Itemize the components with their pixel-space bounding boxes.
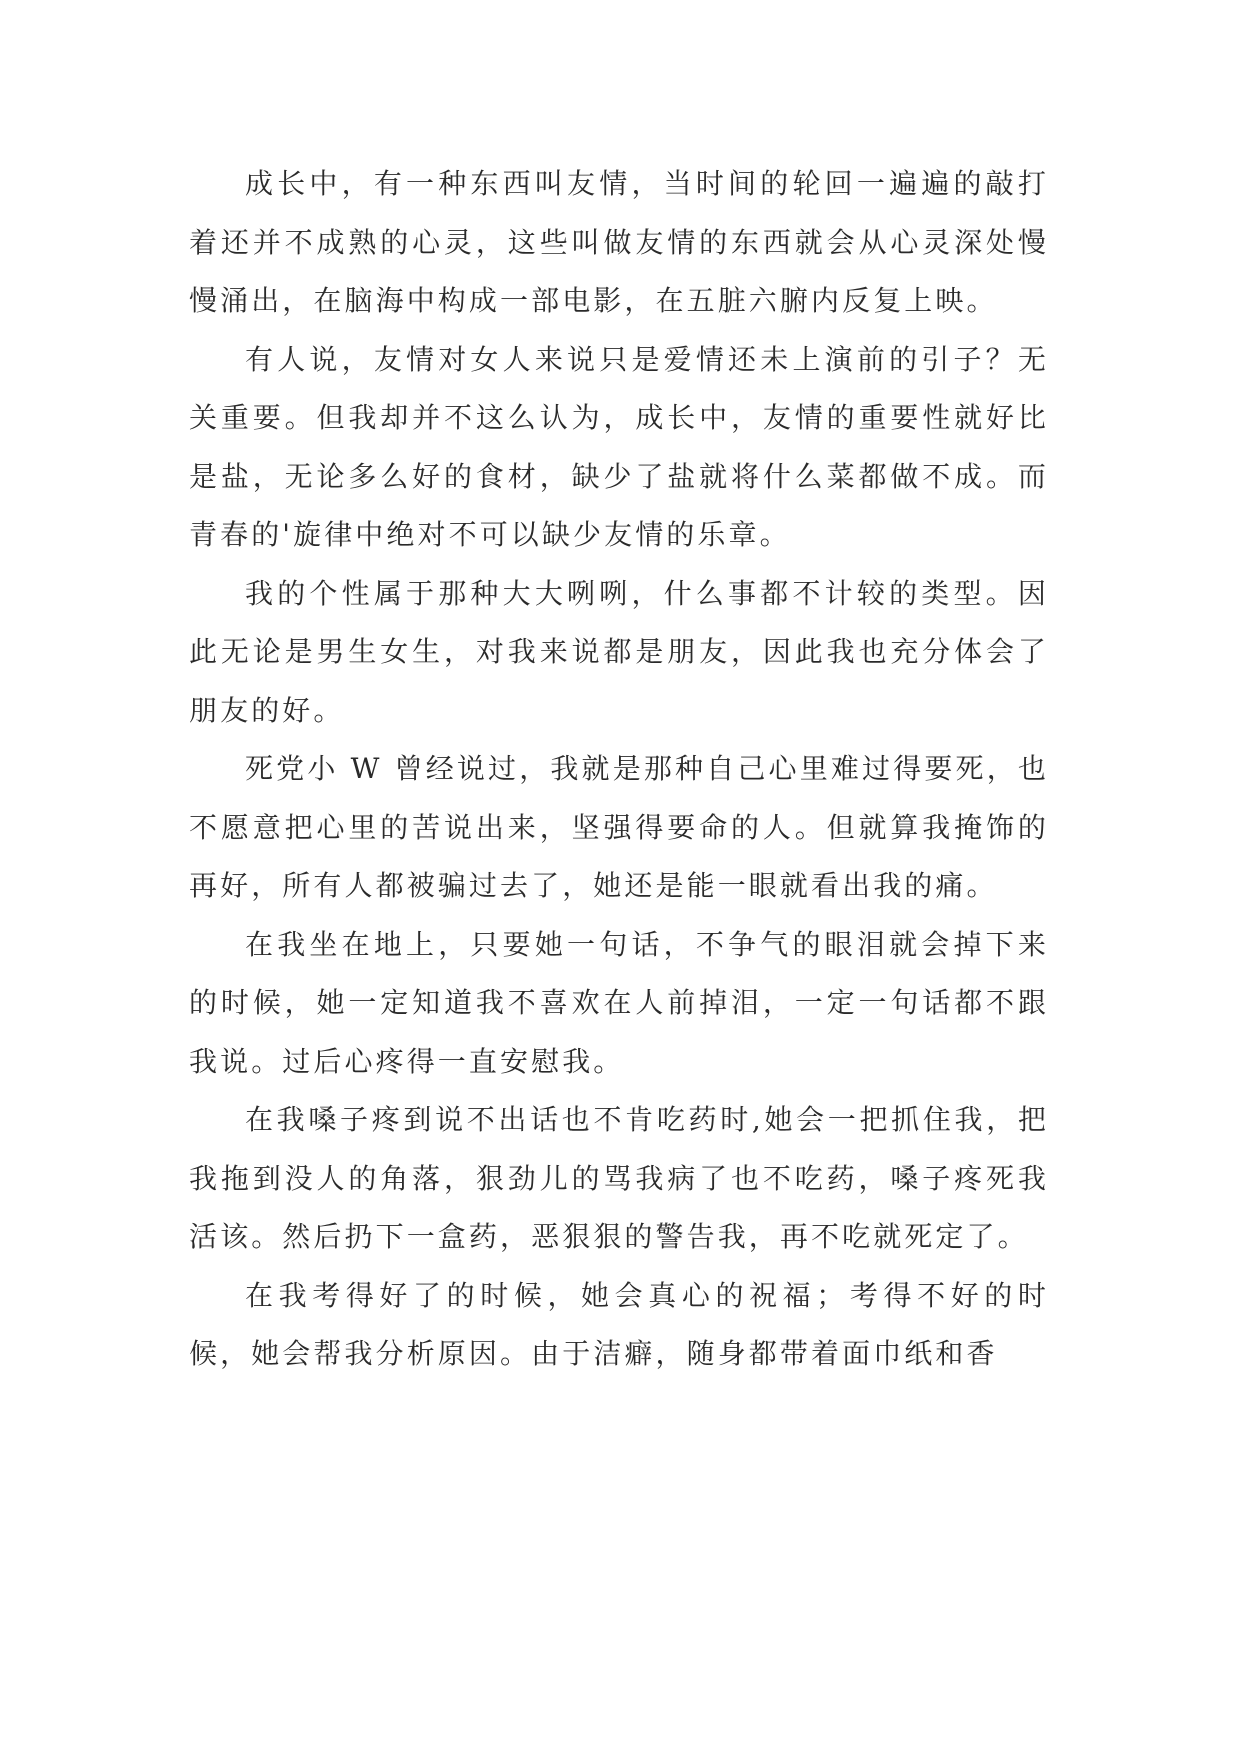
paragraph-5: 在我坐在地上，只要她一句话，不争气的眼泪就会掉下来的时候，她一定知道我不喜欢在人前掉泪，一定一句话都不跟我说。过后心疼得一直安慰我。 [189,927,1049,1078]
paragraph-6: 在我嗓子疼到说不出话也不肯吃药时,她会一把抓住我，把我拖到没人的角落，狠劲儿的骂我病了也不吃药，嗓子疼死我活该。然后扔下一盒药，恶狠狠的警告我，再不吃就死定了。 [189,1103,1049,1253]
paragraph-3: 我的个性属于那种大大咧咧，什么事都不计较的类型。因此无论是男生女生，对我来说都是朋友，因此我也充分体会了朋友的好。 [189,576,1049,727]
paragraph-4: 死党小 W 曾经说过，我就是那种自己心里难过得要死，也不愿意把心里的苦说出来，坚强得要命的人。但就算我掩饰的再好，所有人都被骗过去了，她还是能一眼就看出我的痛。 [189,752,1049,902]
body-text [189,155,1049,1384]
paragraph-2: 有人说，友情对女人来说只是爱情还未上演前的引子？无关重要。但我却并不这么认为，成长中，友情的重要性就好比是盐，无论多么好的食材，缺少了盐就将什么菜都做不成。而青春的'旋律中绝对不可以缺少友情的乐章。 [189,342,1049,551]
paragraph-7: 在我考得好了的时候，她会真心的祝福；考得不好的时候，她会帮我分析原因。由于洁癖，随身都带着面巾纸和香 [189,1278,1049,1370]
paragraph-1: 成长中，有一种东西叫友情，当时间的轮回一遍遍的敲打着还并不成熟的心灵，这些叫做友情的东西就会从心灵深处慢慢涌出，在脑海中构成一部电影，在五脏六腑内反复上映。 [189,167,1049,317]
